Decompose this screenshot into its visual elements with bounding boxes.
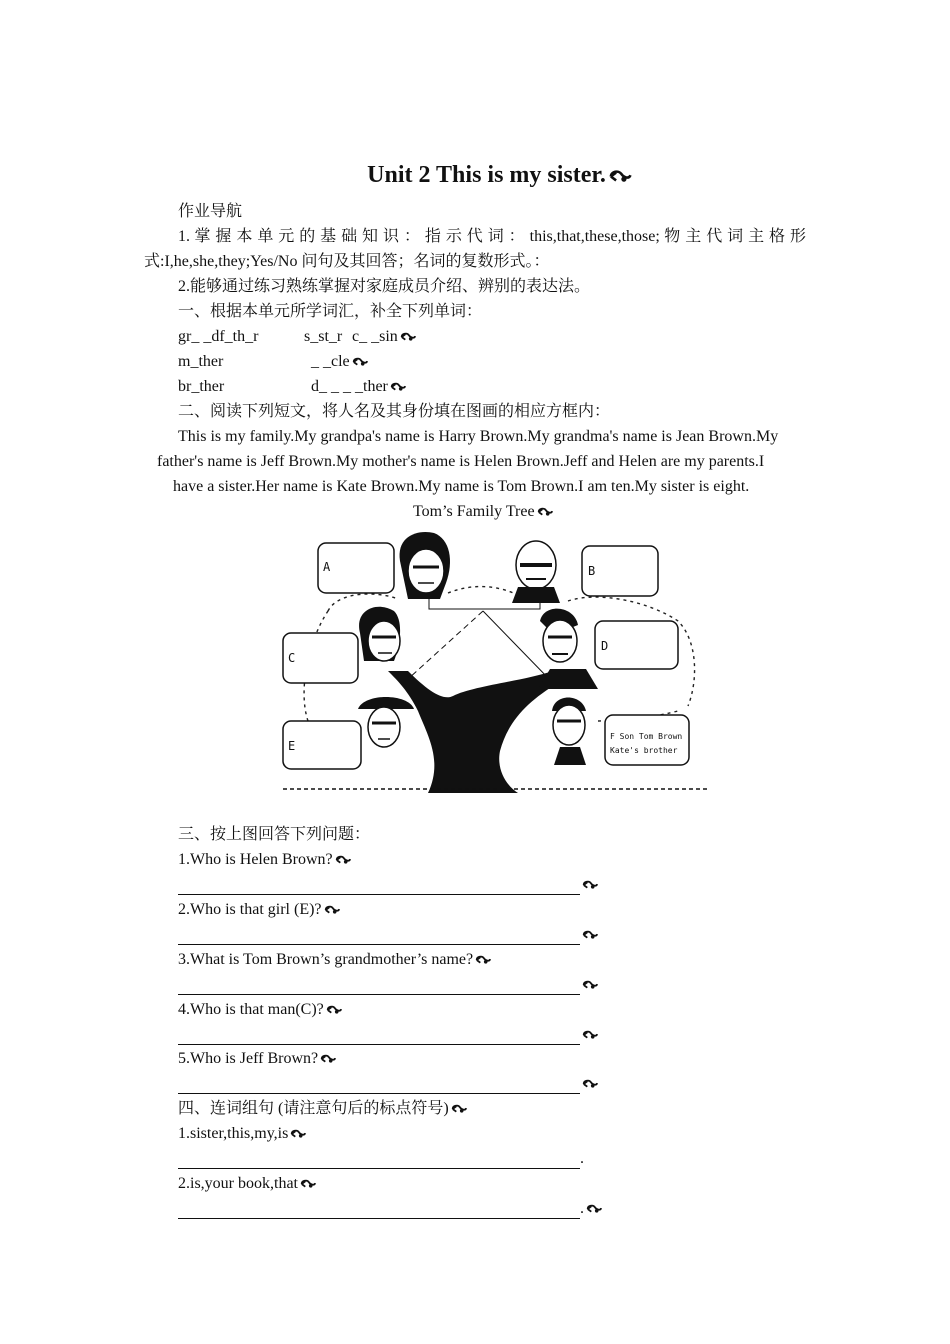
box-e [283, 721, 361, 769]
section-4-heading: 四、连词组句 (请注意句后的标点符号) [178, 1100, 449, 1117]
box-c-label: C [288, 651, 296, 665]
reorder-item-1 [178, 1124, 307, 1144]
box-e-label: E [288, 739, 296, 753]
section-1-heading: 一、根据本单元所学词汇，补全下列单词： [178, 303, 483, 320]
paragraph-mark-icon [334, 854, 352, 866]
paragraph-mark-icon [399, 331, 417, 343]
word-uncle-line [311, 352, 369, 372]
word-daughter: d_ _ _ _ther [311, 378, 388, 395]
reorder-item-1-text: 1.sister,this,my,is [178, 1125, 289, 1142]
tree-lines [408, 599, 551, 681]
paragraph-mark-icon [389, 381, 407, 393]
reorder-item-2 [178, 1174, 317, 1194]
reorder-end-mark-1: . [580, 1150, 584, 1167]
section-3-heading: 三、按上图回答下列问题： [178, 826, 371, 843]
question-3-text: 3.What is Tom Brown’s grandmother’s name? [178, 951, 474, 968]
paragraph-mark-icon [581, 929, 599, 941]
question-4-text: 4.Who is that man(C)? [178, 1001, 324, 1018]
paragraph-mark-icon [607, 168, 633, 185]
question-5 [178, 1049, 337, 1069]
question-3 [178, 950, 492, 970]
paragraph-mark-icon [585, 1203, 603, 1215]
box-a-label: A [323, 560, 331, 574]
paragraph-mark-icon [319, 1053, 337, 1065]
figure-caption [413, 502, 554, 522]
mother-portrait [359, 607, 400, 661]
reorder-end-mark-2: . [580, 1200, 584, 1217]
paragraph-mark-icon [581, 979, 599, 991]
guide-heading: 作业导航 [178, 203, 243, 220]
reorder-item-2-text: 2.is,your book,that [178, 1175, 298, 1192]
paragraph-mark-icon [581, 1078, 599, 1090]
answer-line-1[interactable] [178, 875, 599, 895]
box-d-label: D [601, 639, 609, 653]
word-sister: s_st_r [304, 328, 343, 345]
tom-box-line-1: F Son Tom Brown [610, 732, 683, 741]
page-title-text: Unit 2 This is my sister. [367, 162, 606, 188]
answer-blank-5[interactable] [178, 1077, 580, 1094]
word-mother: m_ther [178, 353, 224, 370]
word-cousin: c_ _sin [352, 328, 398, 345]
question-1 [178, 850, 352, 870]
section-4-heading-line [178, 1099, 468, 1119]
paragraph-mark-icon [351, 356, 369, 368]
answer-line-4[interactable] [178, 1025, 599, 1045]
sister-portrait [358, 697, 414, 747]
paragraph-mark-icon [536, 506, 554, 518]
question-2-text: 2.Who is that girl (E)? [178, 901, 322, 918]
reorder-blank-1[interactable] [178, 1152, 580, 1169]
grandpa-portrait [512, 541, 560, 603]
passage-line-3: have a sister.Her name is Kate Brown.My name is Tom Brown.I am ten.My sister is eight. [173, 478, 750, 495]
page-title [0, 160, 950, 190]
paragraph-mark-icon [450, 1103, 468, 1115]
guide-point-1-line-1: 1. 掌 握 本 单 元 的 基 础 知 识 ： 指 示 代 词 ： this,that,these,those; 物 主 代 词 主 格 形 [178, 228, 806, 245]
answer-blank-1[interactable] [178, 878, 580, 895]
answer-line-5[interactable] [178, 1074, 599, 1094]
question-4 [178, 1000, 343, 1020]
box-f-tom [605, 715, 689, 765]
word-brother: br_ther [178, 378, 225, 395]
tree-trunk [388, 671, 558, 793]
paragraph-mark-icon [325, 1004, 343, 1016]
answer-blank-4[interactable] [178, 1028, 580, 1045]
tom-box-line-2: Kate's brother [610, 746, 678, 755]
father-portrait [538, 609, 598, 689]
paragraph-mark-icon [299, 1178, 317, 1190]
word-cousin-line [352, 327, 417, 347]
guide-point-1-line-2: 式:I,he,she,they;Yes/No 问句及其回答；名词的复数形式。： [144, 253, 550, 270]
reorder-answer-line-2[interactable] [178, 1199, 603, 1219]
reorder-blank-2[interactable] [178, 1202, 580, 1219]
answer-blank-2[interactable] [178, 928, 580, 945]
answer-line-3[interactable] [178, 975, 599, 995]
passage-line-1: This is my family.My grandpa's name is Harry Brown.My grandma's name is Jean Brown.My [178, 428, 779, 445]
box-d [595, 621, 678, 669]
word-grandfather: gr_ _df_th_r [178, 328, 259, 345]
answer-blank-3[interactable] [178, 978, 580, 995]
answer-line-2[interactable] [178, 925, 599, 945]
question-5-text: 5.Who is Jeff Brown? [178, 1050, 319, 1067]
passage-line-2: father's name is Jeff Brown.My mother's name is Helen Brown.Jeff and Helen are my parents.I [157, 453, 765, 470]
box-b-label: B [588, 564, 596, 578]
paragraph-mark-icon [323, 904, 341, 916]
box-a [318, 543, 394, 593]
box-b [582, 546, 658, 596]
reorder-answer-line-1[interactable] [178, 1149, 584, 1169]
figure-caption-text: Tom’s Family Tree [413, 503, 535, 520]
box-c [283, 633, 358, 683]
word-daughter-line [311, 377, 407, 397]
paragraph-mark-icon [581, 1029, 599, 1041]
grandma-portrait [400, 532, 450, 599]
tom-portrait [552, 698, 586, 766]
paragraph-mark-icon [581, 879, 599, 891]
question-2 [178, 900, 341, 920]
family-tree-illustration [268, 521, 716, 802]
section-2-heading: 二、阅读下列短文，将人名及其身份填在图画的相应方框内： [178, 403, 611, 420]
word-uncle: _ _cle [311, 353, 350, 370]
paragraph-mark-icon [289, 1128, 307, 1140]
paragraph-mark-icon [474, 954, 492, 966]
guide-point-2: 2.能够通过练习熟练掌握对家庭成员介绍、辨别的表达法。 [178, 278, 591, 295]
question-1-text: 1.Who is Helen Brown? [178, 851, 333, 868]
